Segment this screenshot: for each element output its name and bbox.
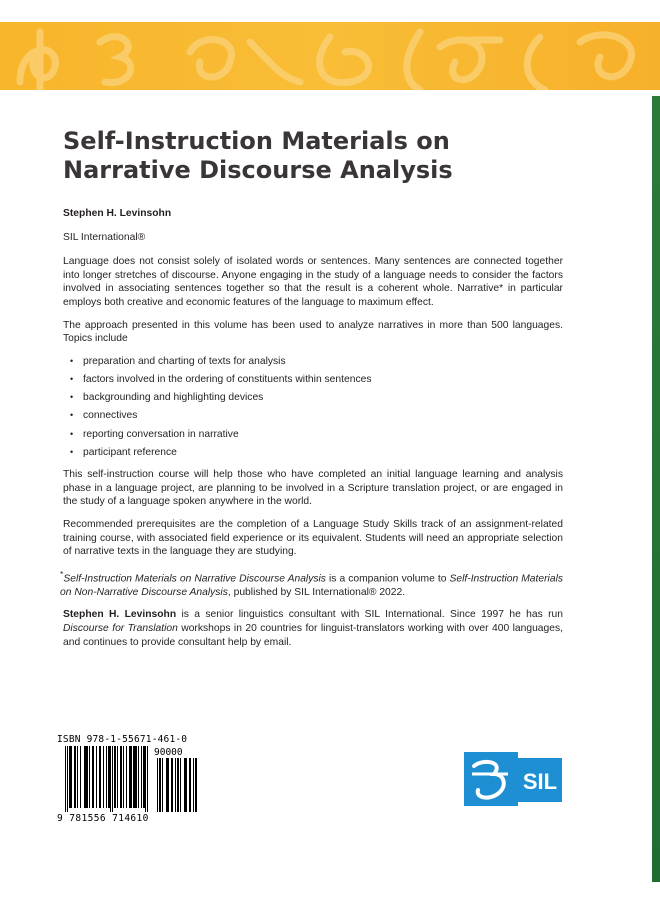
- topic-item: • reporting conversation in narrative: [70, 428, 563, 442]
- topics-list: [63, 355, 563, 460]
- barcode-bar: [74, 746, 76, 808]
- price-bar: [180, 758, 181, 812]
- barcode-bar: [126, 746, 127, 808]
- companion-book-title-1: Self-Instruction Materials on Narrative Discourse Analysis: [63, 573, 326, 585]
- barcode-bar: [147, 746, 148, 812]
- bio-author-name: Stephen H. Levinsohn: [63, 609, 177, 621]
- barcode-bar: [89, 746, 90, 808]
- topic-item: • connectives: [70, 409, 563, 423]
- barcode-bar: [96, 746, 97, 808]
- price-bar: [189, 758, 191, 812]
- publisher-name: SIL International®: [63, 231, 146, 243]
- barcode-bar: [92, 746, 94, 808]
- barcode-bar: [133, 746, 135, 808]
- topic-item: • participant reference: [70, 446, 563, 460]
- audience-paragraph: This self-instruction course will help those who have completed an initial language learning and analysis phase in a language project, are planning to be involved in a Scripture translation project, or are engaged in the study of a language spoken anywhere in the world.: [63, 469, 563, 508]
- barcode-bar: [112, 746, 113, 812]
- barcode-bar: [138, 746, 139, 808]
- title-line-2: Narrative Discourse Analysis: [63, 156, 453, 184]
- price-bar: [177, 758, 179, 812]
- barcode-bar: [123, 746, 124, 808]
- price-bar: [166, 758, 168, 812]
- barcode-bar: [84, 746, 86, 808]
- barcode-bar: [108, 746, 110, 808]
- back-cover-text: [60, 207, 564, 658]
- spine-edge: [652, 96, 660, 882]
- price-bar: [162, 758, 163, 812]
- barcode-bar: [67, 746, 68, 812]
- bio-text-1: is a senior linguistics consultant with SIL International. Since 1997 he has run: [176, 609, 563, 621]
- logo-text: SIL: [522, 769, 558, 794]
- book-title: [63, 127, 583, 185]
- barcode-bar: [65, 746, 66, 812]
- price-bar: [159, 758, 161, 812]
- price-bar: [175, 758, 176, 812]
- barcode-bar: [110, 746, 111, 812]
- sil-logo-mark: [464, 752, 562, 806]
- sil-logo: [464, 752, 562, 806]
- author-name: Stephen H. Levinsohn: [63, 208, 172, 219]
- barcode-bar: [145, 746, 146, 812]
- ean-digits: 9 781556 714610: [57, 813, 149, 824]
- price-bar: [171, 758, 173, 812]
- footnote-star: *: [60, 568, 64, 579]
- barcode-bar: [86, 746, 88, 808]
- bio-workshop-name: Discourse for Translation: [63, 623, 178, 635]
- price-bar: [184, 758, 186, 812]
- barcode-bar: [114, 746, 116, 808]
- price-bar: [157, 758, 158, 812]
- topic-item: • preparation and charting of texts for analysis: [70, 355, 563, 369]
- topic-item: • factors involved in the ordering of constituents within sentences: [70, 373, 563, 387]
- logo-registered: ®: [555, 796, 561, 802]
- companion-book-title-2: Self-Instruction Materials on Non-Narrative Discourse Analysis: [60, 573, 564, 598]
- script-glyphs-decoration: [0, 22, 660, 90]
- barcode-bar: [129, 746, 131, 808]
- barcode-bar: [117, 746, 118, 808]
- companion-note-end: , published by SIL International® 2022.: [227, 586, 406, 598]
- intro-paragraph: Language does not consist solely of isolated words or sentences. Many sentences are connected together into longer stretches of discourse. Anyone engaging in the study of a language needs to consider the factors involved in associating sentences together so that the result is a coherent whole. Narrative* in particular employs both creative and economic features of the language to maximum effect.: [63, 256, 563, 308]
- barcode-bar: [135, 746, 137, 808]
- barcode-bar: [141, 746, 142, 808]
- price-bar: [193, 758, 194, 812]
- companion-note-mid: is a companion volume to: [325, 573, 450, 585]
- isbn-barcode: [57, 734, 203, 824]
- barcode-bar: [106, 746, 107, 808]
- bio-text-2: workshops in 20 countries for linguist-translators working with over 400 languages, and continues to provide consultant help by email.: [63, 623, 563, 648]
- barcode-bar: [77, 746, 78, 808]
- barcode-bar: [69, 746, 71, 808]
- prerequisites-paragraph: Recommended prerequisites are the completion of a Language Study Skills track of an assignment-related training course, with associated field experience or its equivalent. Students will need an appropriate selection of narrative texts in the language they are studying.: [63, 519, 563, 558]
- title-line-1: Self-Instruction Materials on: [63, 127, 450, 155]
- barcode-bar: [99, 746, 101, 808]
- author-bio: [63, 608, 563, 649]
- price-bar: [186, 758, 187, 812]
- barcode-bar: [120, 746, 122, 808]
- approach-paragraph: The approach presented in this volume has been used to analyze narratives in more than 500 languages. Topics include: [63, 319, 563, 345]
- isbn-number: ISBN 978-1-55671-461-0: [57, 734, 188, 745]
- price-bar: [168, 758, 169, 812]
- topic-item: • backgrounding and highlighting devices: [70, 391, 563, 405]
- price-code: 90000: [154, 747, 183, 758]
- barcode-bar: [143, 746, 145, 808]
- barcode-bar: [131, 746, 132, 808]
- decorative-script-banner: [0, 22, 660, 90]
- barcode-bar: [103, 746, 104, 808]
- companion-note: [60, 568, 563, 600]
- barcode-bar: [80, 746, 81, 808]
- barcode-bar: [71, 746, 72, 808]
- price-bar: [195, 758, 197, 812]
